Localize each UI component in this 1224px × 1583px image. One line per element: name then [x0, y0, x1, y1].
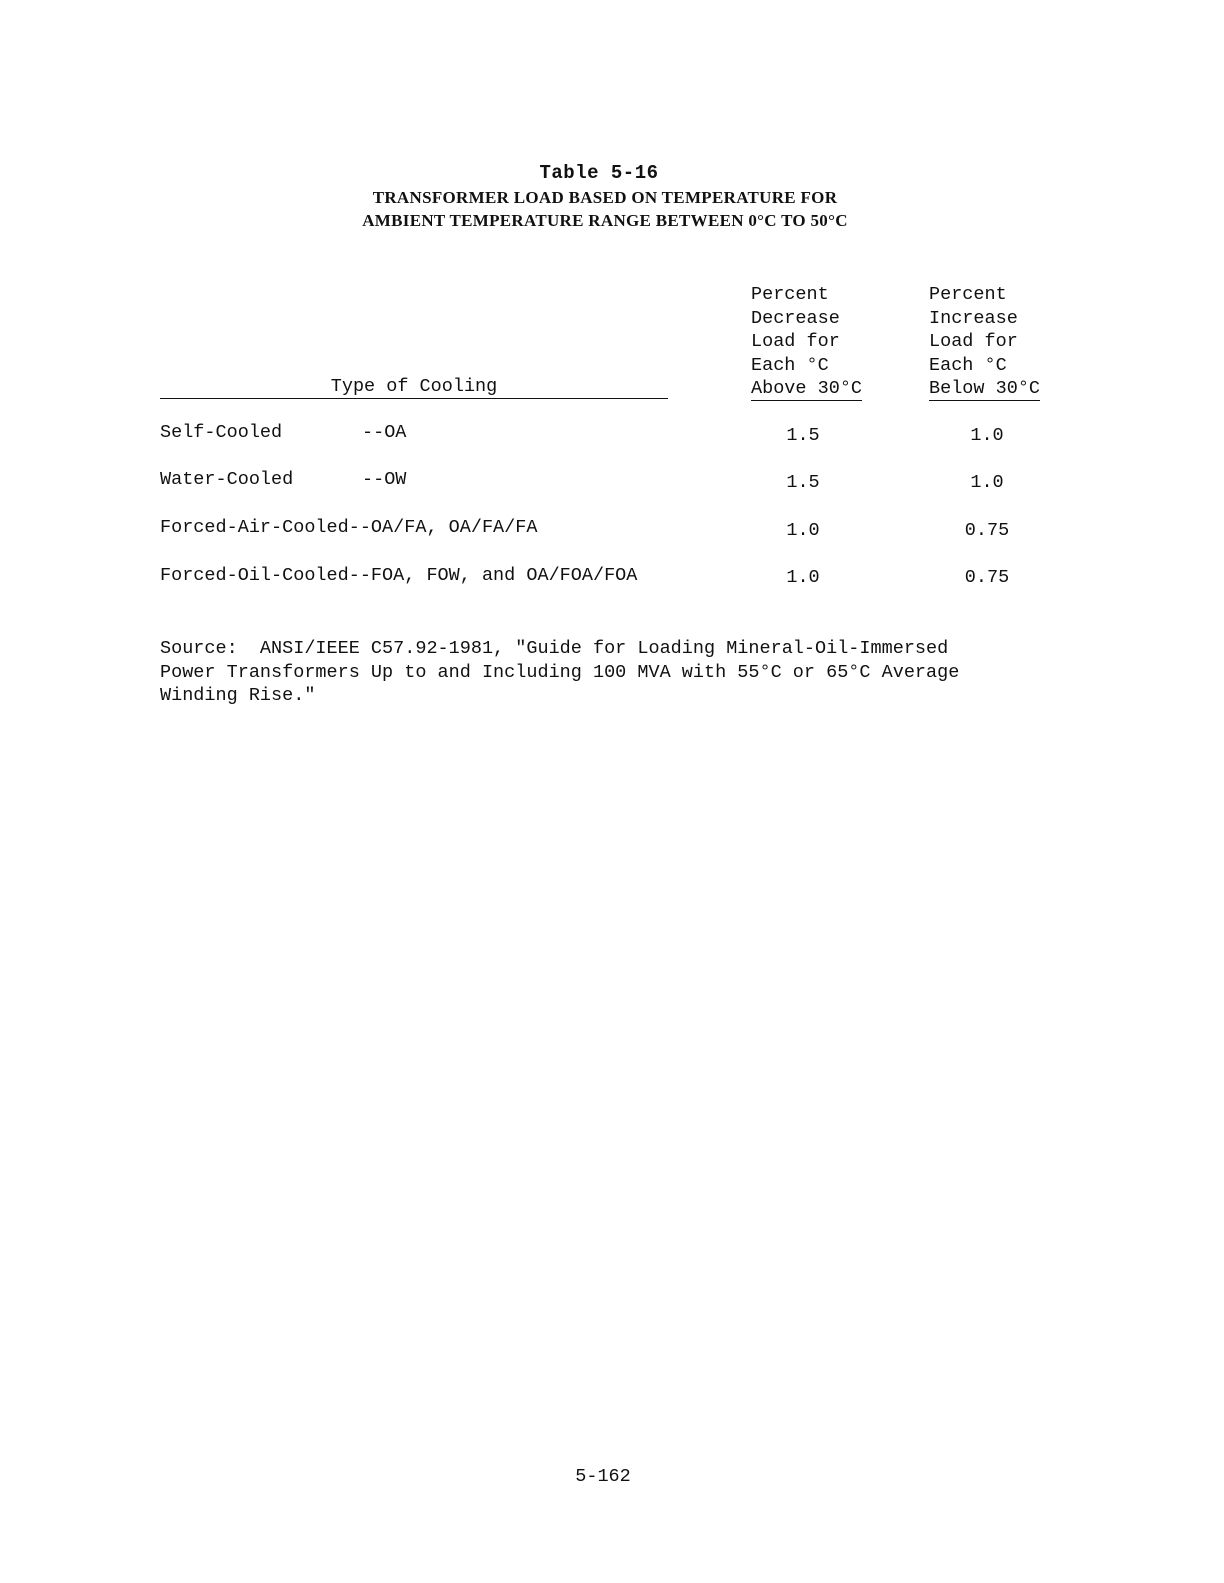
- row-value-increase: 1.0: [970, 472, 1004, 493]
- column-header-decrease-line: Each °C: [751, 354, 829, 376]
- column-header-increase-line: Increase: [929, 307, 1018, 329]
- row-value-decrease: 1.5: [786, 425, 820, 446]
- table-title-line-2: AMBIENT TEMPERATURE RANGE BETWEEN 0°C TO 50°C: [362, 211, 848, 230]
- column-header-increase-line: Each °C: [929, 354, 1007, 376]
- row-label: Forced-Oil-Cooled--FOA, FOW, and OA/FOA/FOA: [160, 565, 638, 586]
- column-header-increase: [929, 283, 1040, 401]
- row-value-decrease: 1.0: [786, 567, 820, 588]
- column-header-decrease-line: Load for: [751, 331, 840, 353]
- page-number: 5-162: [575, 1466, 631, 1487]
- column-header-decrease-line: Decrease: [751, 307, 840, 329]
- column-header-decrease-line: Percent: [751, 284, 829, 305]
- row-value-decrease: 1.0: [786, 520, 820, 541]
- column-header-type: Type of Cooling: [330, 376, 498, 397]
- table-title-line-1: TRANSFORMER LOAD BASED ON TEMPERATURE FOR: [372, 188, 838, 207]
- row-code: --OA: [362, 422, 407, 443]
- row-label: Water-Cooled: [160, 469, 294, 490]
- source-line: Source: ANSI/IEEE C57.92-1981, "Guide for Loading Mineral-Oil-Immersed: [160, 638, 949, 659]
- row-label: Forced-Air-Cooled--OA/FA, OA/FA/FA: [160, 517, 538, 538]
- row-value-increase: 0.75: [964, 567, 1010, 588]
- column-header-increase-line: Load for: [929, 331, 1018, 353]
- row-value-decrease: 1.5: [786, 472, 820, 493]
- column-header-decrease-line: Above 30°C: [751, 378, 863, 400]
- source-note: [160, 637, 1040, 708]
- column-header-decrease: [751, 283, 862, 401]
- column-header-increase-line: Below 30°C: [929, 378, 1041, 400]
- row-value-increase: 1.0: [970, 425, 1004, 446]
- source-line: Winding Rise.": [160, 685, 316, 706]
- row-label: Self-Cooled: [160, 422, 283, 443]
- table-number: Table 5-16: [539, 162, 659, 184]
- header-rule: [160, 398, 668, 399]
- row-value-increase: 0.75: [964, 520, 1010, 541]
- source-line: Power Transformers Up to and Including 100 MVA with 55°C or 65°C Average: [160, 661, 960, 683]
- column-header-increase-line: Percent: [929, 284, 1007, 305]
- row-code: --OW: [362, 469, 407, 490]
